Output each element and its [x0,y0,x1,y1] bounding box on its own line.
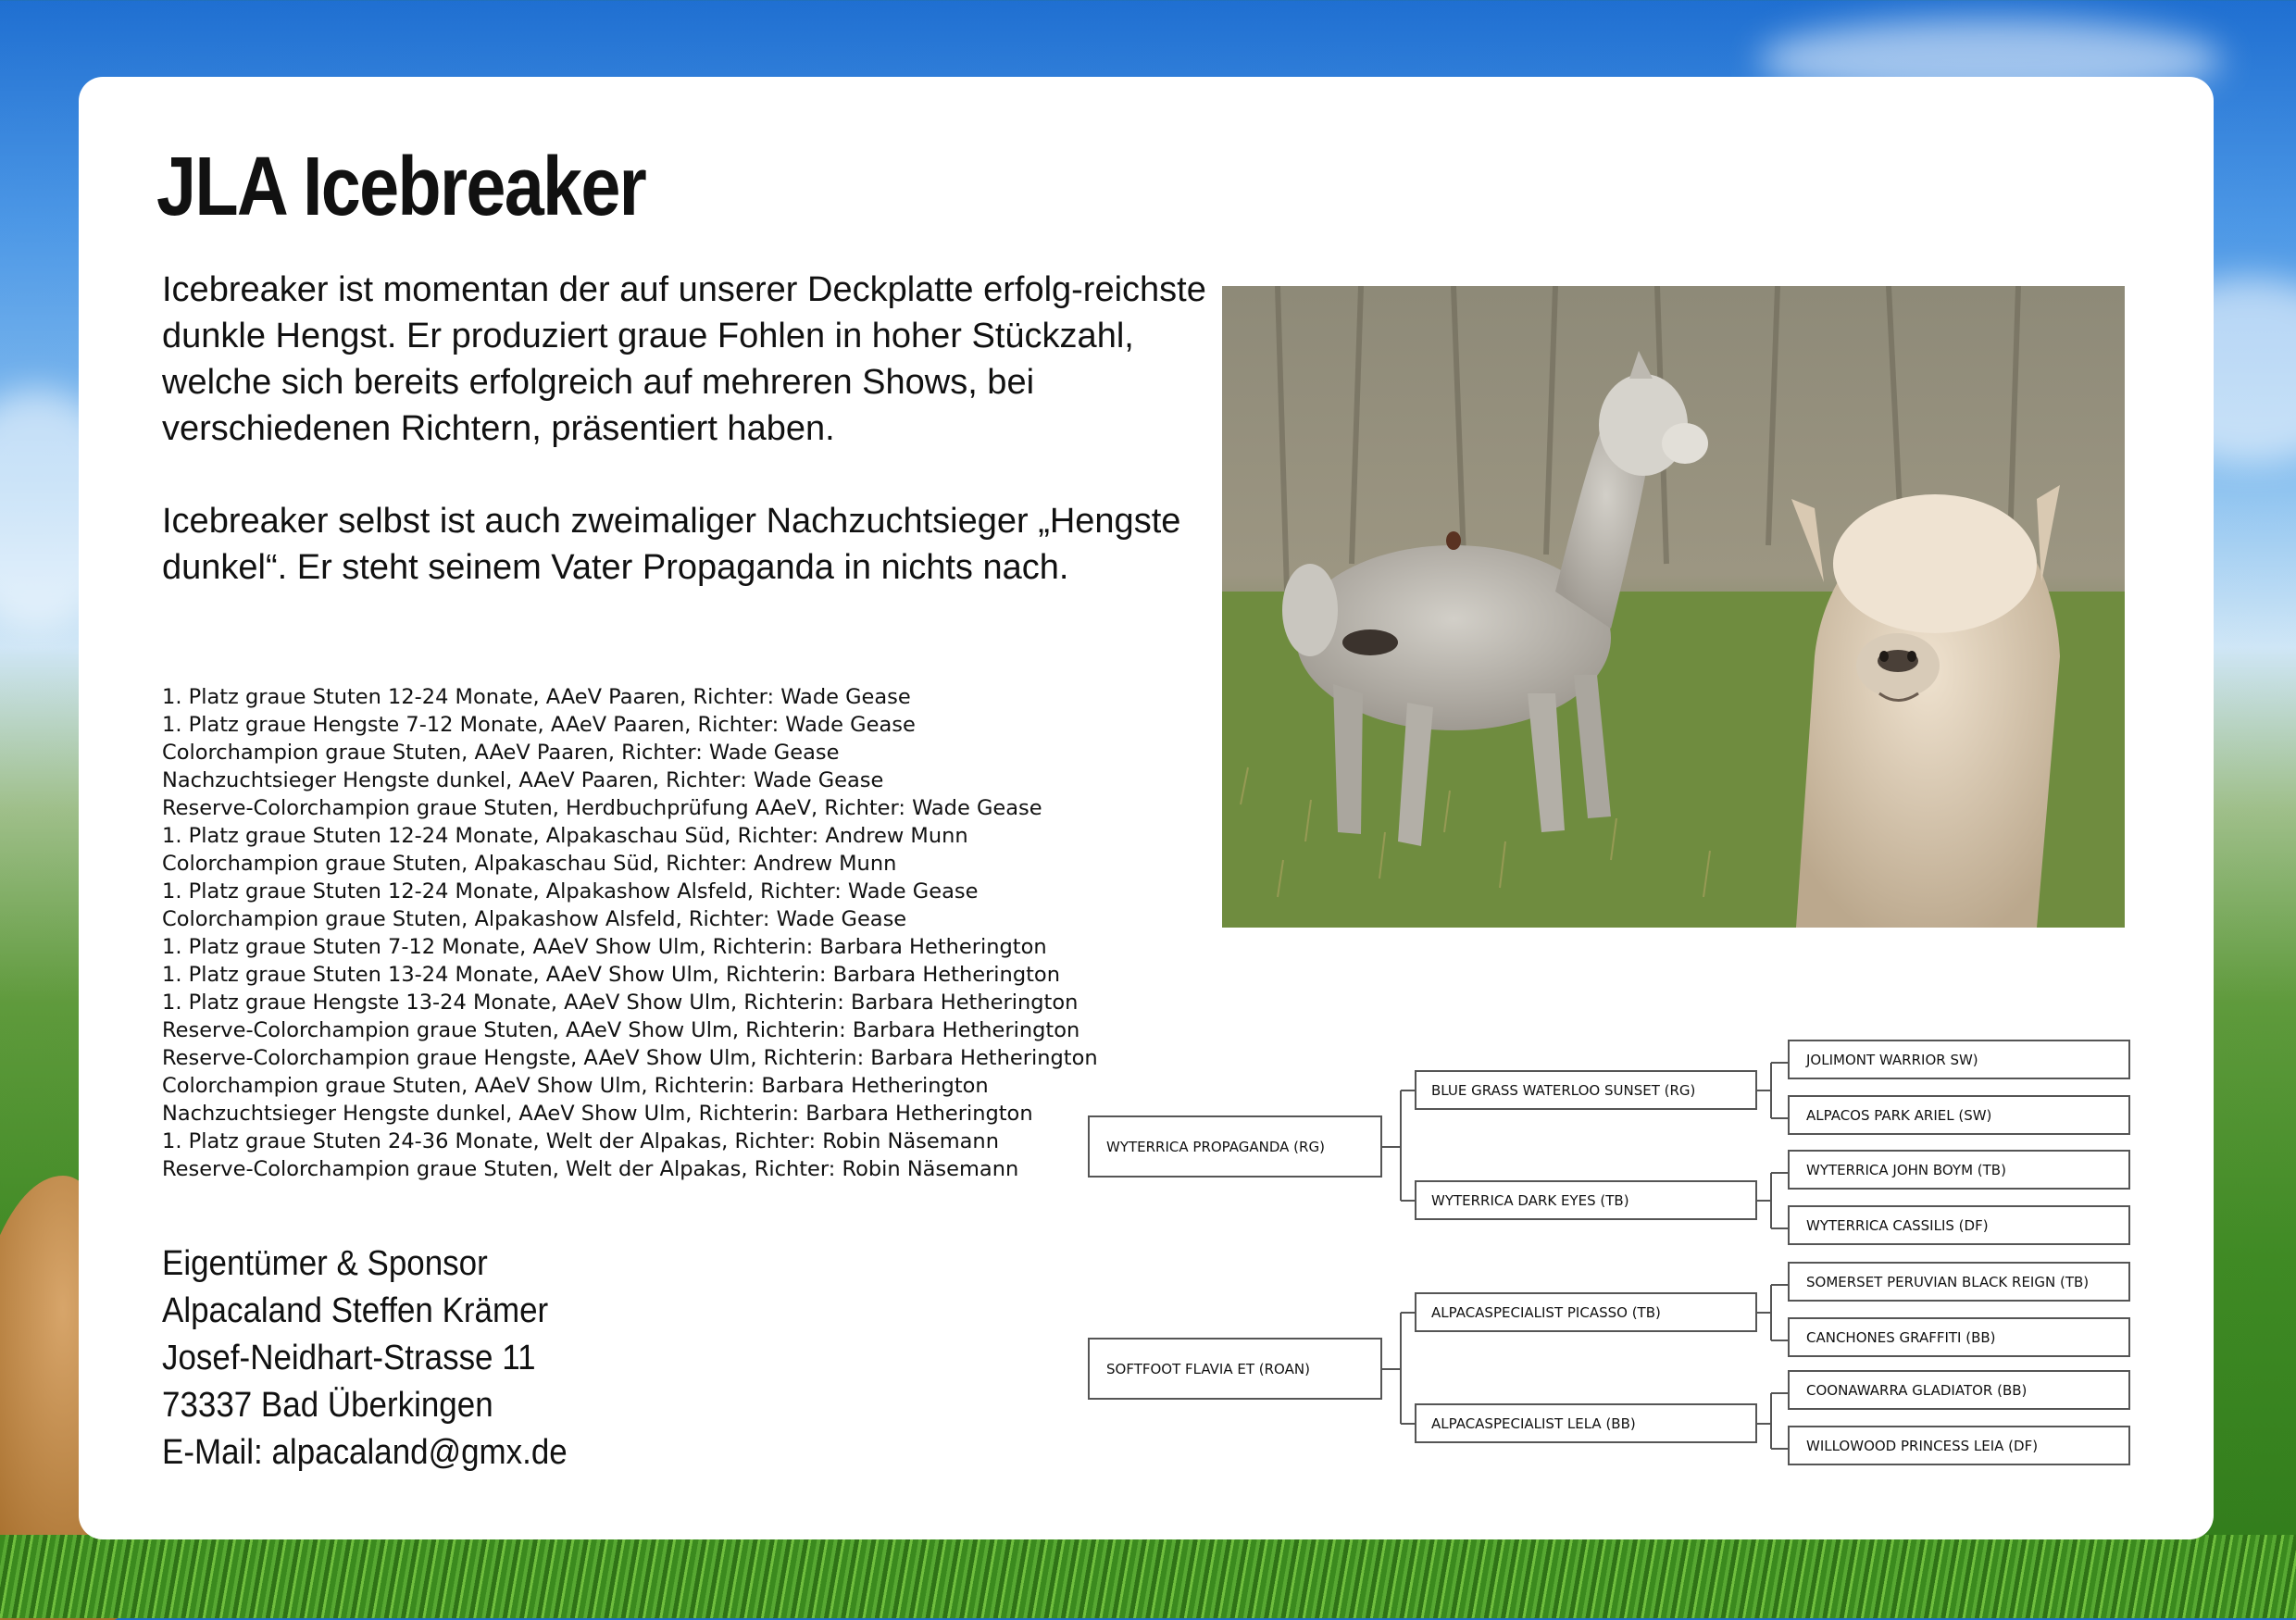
pedigree-ancestor: ALPACOS PARK ARIEL (SW) [1788,1095,2130,1135]
award-item: Colorchampion graue Stuten, Alpakashow Alsfeld, Richter: Wade Gease [162,907,907,931]
award-item: 1. Platz graue Stuten 24-36 Monate, Welt der Alpakas, Richter: Robin Näsemann [162,1129,999,1153]
award-item: 1. Platz graue Stuten 13-24 Monate, AAeV Show Ulm, Richterin: Barbara Hetherington [162,963,1060,987]
intro-text [162,267,1208,637]
award-item: Colorchampion graue Stuten, Alpakaschau Süd, Richter: Andrew Munn [162,852,897,876]
owner-email: E-Mail: alpacaland@gmx.de [162,1433,568,1472]
owner-contact [162,1240,605,1477]
owner-heading: Eigentümer & Sponsor [162,1244,488,1283]
pedigree-dam: SOFTFOOT FLAVIA ET (ROAN) [1088,1338,1382,1400]
owner-street: Josef-Neidhart-Strasse 11 [162,1339,536,1377]
pedigree-sire-sire: BLUE GRASS WATERLOO SUNSET (RG) [1415,1070,1757,1110]
pedigree-dam-dam: ALPACASPECIALIST LELA (BB) [1415,1403,1757,1443]
intro-paragraph-1: Icebreaker ist momentan der auf unserer Deckplatte erfolg-reichste dunkle Hengst. Er produziert graue Fohlen in hoher Stückzahl, welche sich bereits erfolgreich auf mehreren Shows, bei verschiedenen Richtern, präsentiert haben. [162,270,1206,448]
alpaca-photo [1222,286,2125,928]
award-item: 1. Platz graue Stuten 12-24 Monate, AAeV Paaren, Richter: Wade Gease [162,685,911,709]
pedigree-ancestor: JOLIMONT WARRIOR SW) [1788,1040,2130,1079]
pedigree-ancestor: WYTERRICA CASSILIS (DF) [1788,1205,2130,1245]
award-item: Colorchampion graue Stuten, AAeV Paaren, Richter: Wade Gease [162,741,840,765]
owner-name: Alpacaland Steffen Krämer [162,1291,549,1330]
award-item: Reserve-Colorchampion graue Stuten, Welt der Alpakas, Richter: Robin Näsemann [162,1157,1019,1181]
award-item: Reserve-Colorchampion graue Stuten, AAeV Show Ulm, Richterin: Barbara Hetherington [162,1018,1080,1042]
award-item: Reserve-Colorchampion graue Stuten, Herdbuchprüfung AAeV, Richter: Wade Gease [162,796,1042,820]
award-item: 1. Platz graue Stuten 7-12 Monate, AAeV Show Ulm, Richterin: Barbara Hetherington [162,935,1047,959]
owner-city: 73337 Bad Überkingen [162,1386,493,1425]
award-item: Nachzuchtsieger Hengste dunkel, AAeV Paaren, Richter: Wade Gease [162,768,884,792]
award-item: 1. Platz graue Stuten 12-24 Monate, Alpakaschau Süd, Richter: Andrew Munn [162,824,968,848]
intro-paragraph-2: Icebreaker selbst ist auch zweimaliger Nachzuchtsieger „Hengste dunkel“. Er steht seinem Vater Propaganda in nichts nach. [162,502,1181,587]
alpaca-photo-illustration [1222,286,2125,928]
background-grass [0,1535,2296,1618]
award-item: 1. Platz graue Stuten 12-24 Monate, Alpakashow Alsfeld, Richter: Wade Gease [162,879,979,903]
pedigree-dam-sire: ALPACASPECIALIST PICASSO (TB) [1415,1292,1757,1332]
pedigree-ancestor: WYTERRICA JOHN BOYM (TB) [1788,1150,2130,1190]
pedigree-ancestor: COONAWARRA GLADIATOR (BB) [1788,1370,2130,1410]
award-item: 1. Platz graue Hengste 13-24 Monate, AAeV Show Ulm, Richterin: Barbara Hetherington [162,991,1079,1015]
awards-list [162,683,1098,1183]
award-item: 1. Platz graue Hengste 7-12 Monate, AAeV Paaren, Richter: Wade Gease [162,713,916,737]
award-item: Colorchampion graue Stuten, AAeV Show Ulm, Richterin: Barbara Hetherington [162,1074,989,1098]
pedigree-sire-dam: WYTERRICA DARK EYES (TB) [1415,1180,1757,1220]
award-item: Reserve-Colorchampion graue Hengste, AAeV Show Ulm, Richterin: Barbara Hetherington [162,1046,1098,1070]
pedigree-ancestor: SOMERSET PERUVIAN BLACK REIGN (TB) [1788,1262,2130,1302]
info-card [79,77,2214,1539]
pedigree-sire: WYTERRICA PROPAGANDA (RG) [1088,1115,1382,1178]
page-title: JLA Icebreaker [156,141,646,233]
award-item: Nachzuchtsieger Hengste dunkel, AAeV Show Ulm, Richterin: Barbara Hetherington [162,1102,1033,1126]
pedigree-ancestor: WILLOWOOD PRINCESS LEIA (DF) [1788,1426,2130,1465]
pedigree-ancestor: CANCHONES GRAFFITI (BB) [1788,1317,2130,1357]
